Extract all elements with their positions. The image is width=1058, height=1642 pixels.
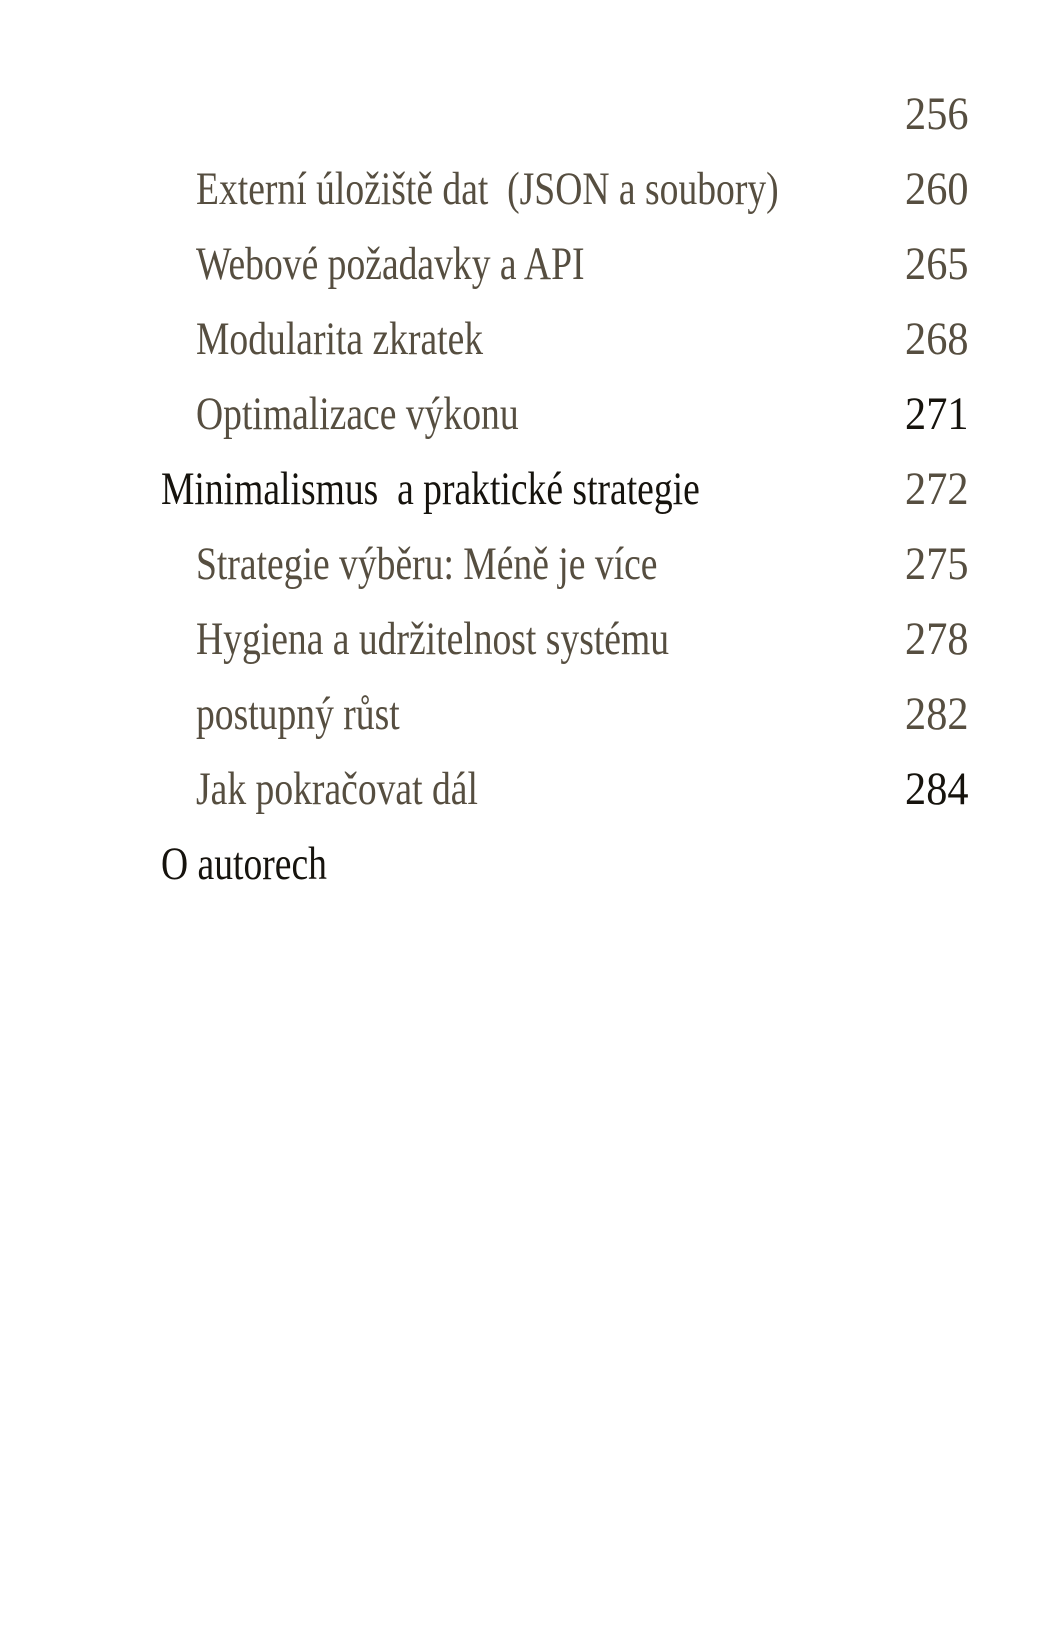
toc-entry-label: Strategie výběru: Méně je více bbox=[195, 538, 657, 590]
toc-entry-page: 268 bbox=[904, 313, 968, 365]
toc-entry bbox=[90, 752, 968, 890]
toc-entry-label: Modularita zkratek bbox=[195, 313, 483, 365]
toc-entry-label: O autorech bbox=[160, 838, 327, 890]
toc-entry-page: 275 bbox=[904, 538, 968, 590]
toc-entry-label: postupný růst bbox=[195, 688, 400, 740]
toc-entry-page: 282 bbox=[904, 688, 968, 740]
toc-entry-label: Jak pokračovat dál bbox=[195, 763, 478, 815]
toc-entry-page: 271 bbox=[904, 388, 968, 440]
toc-entry-page: 256 bbox=[904, 88, 968, 140]
toc-entry-page: 272 bbox=[904, 463, 968, 515]
toc-entry-page: 284 bbox=[904, 763, 968, 815]
toc-entry-label: Minimalismus a praktické strategie bbox=[160, 463, 700, 515]
toc-entry-label: Externí úložiště dat (JSON a soubory) bbox=[195, 163, 779, 215]
toc-entry-label: Hygiena a udržitelnost systému bbox=[195, 613, 669, 665]
toc-entry-label: Webové požadavky a API bbox=[195, 238, 585, 290]
toc-entry-label: Optimalizace výkonu bbox=[195, 388, 519, 440]
toc-entry-page: 265 bbox=[904, 238, 968, 290]
toc-entry-page: 278 bbox=[904, 613, 968, 665]
toc-entry-page: 260 bbox=[904, 163, 968, 215]
